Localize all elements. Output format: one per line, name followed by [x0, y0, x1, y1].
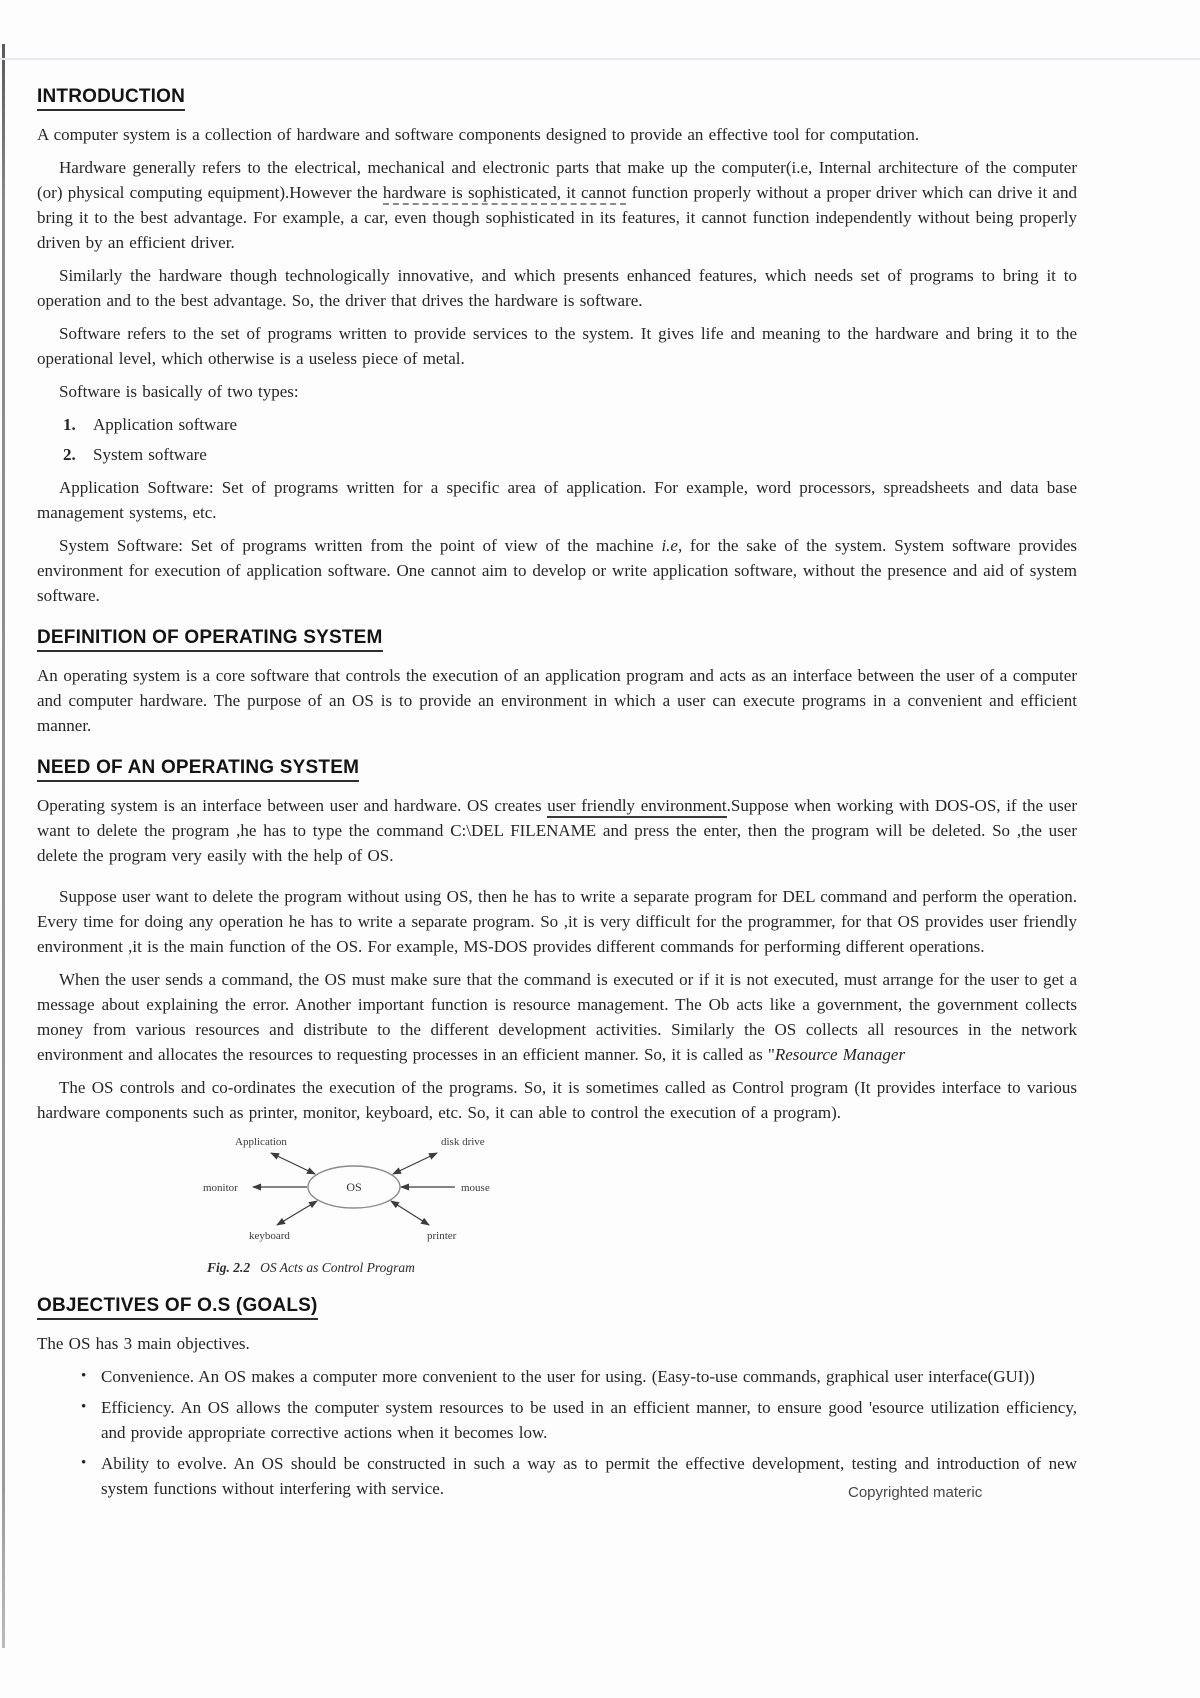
- bullet-text: Ability to evolve. An OS should be constructed in such a way as to permit the effective development, testing and introduction of new system functions without interfering with service.: [101, 1454, 1077, 1498]
- node-application: Application: [235, 1136, 287, 1148]
- paragraph: A computer system is a collection of hardware and software components designed to provide an effective tool for computation.: [37, 125, 920, 144]
- page-scan-edge: [2, 44, 5, 1648]
- paragraph: Application Software: Set of programs written for a specific area of application. For example, word processors, spreadsheets and data base management systems, etc.: [37, 478, 1077, 522]
- bullet-icon: [81, 1364, 101, 1389]
- list-item-label: Application software: [93, 415, 238, 434]
- arrow-printer: [391, 1201, 429, 1225]
- text-run: Hardware generally refers to the electrical, mechanical and electronic parts that make up the computer(i.e, Internal architecture of the computer (or) physical computing equipment).However the: [37, 158, 1077, 202]
- arrow-disk-drive: [393, 1153, 437, 1174]
- copyright-watermark: Copyrighted materic: [848, 1484, 983, 1501]
- figure-os-control-program: [189, 1133, 529, 1276]
- underlined-phrase: user friendly environment: [547, 796, 726, 818]
- list-item: [63, 412, 1077, 437]
- bullet-item: [81, 1395, 1077, 1445]
- paragraph: [37, 155, 1077, 255]
- paragraph: [37, 533, 1077, 608]
- list-item-number: 2.: [63, 445, 76, 464]
- paragraph: Software refers to the set of programs written to provide services to the system. It gives life and meaning to the hardware and bring it to the operational level, which otherwise is a useless piece of metal.: [37, 324, 1077, 368]
- heading-need: NEED OF AN OPERATING SYSTEM: [37, 757, 359, 782]
- figure-caption: [207, 1260, 529, 1276]
- text-run: System Software: Set of programs written from the point of view of the machine: [59, 536, 662, 555]
- paragraph: [37, 967, 1077, 1067]
- bullet-item: [81, 1364, 1077, 1389]
- page-content: [37, 86, 1077, 1507]
- text-run: Operating system is an interface between user and hardware. OS creates: [37, 796, 548, 815]
- heading-introduction: INTRODUCTION: [37, 86, 185, 111]
- os-label: OS: [346, 1180, 362, 1194]
- paragraph: An operating system is a core software that controls the execution of an application program and acts as an interface between the user of a computer and computer hardware. The purpose of an OS is to provide an environment in which a user can execute programs in a convenient and efficient manner.: [37, 666, 1077, 735]
- text-run: When the user sends a command, the OS must make sure that the command is executed or if it is not executed, must arrange for the user to get a message about explaining the error. Another important function is resource management. The Ob acts like a government, the government collects money from various resources and distribute to the different development activities. Similarly the OS collects all resources in the network environment and allocates the resources to requesting processes in an efficient manner. So, it is called as ": [37, 970, 1077, 1064]
- os-diagram: [189, 1133, 529, 1253]
- paragraph: Software is basically of two types:: [59, 382, 299, 401]
- page-top-rule: [0, 58, 1200, 60]
- section-definition: [37, 627, 1077, 738]
- node-printer: printer: [427, 1230, 457, 1242]
- software-types-list: [63, 412, 1077, 467]
- list-item: [63, 442, 1077, 467]
- arrow-keyboard: [277, 1201, 317, 1225]
- node-keyboard: keyboard: [249, 1230, 290, 1242]
- paragraph: Suppose user want to delete the program without using OS, then he has to write a separate program for DEL command and perform the operation. Every time for doing any operation he has to write a separate program. So ,it is very difficult for the programmer, for that OS provides user friendly environment ,it is the main function of the OS. For example, MS-DOS provides different commands for performing different operations.: [37, 887, 1077, 956]
- bullet-icon: [81, 1395, 101, 1445]
- paragraph: The OS controls and co-ordinates the execution of the programs. So, it is sometimes called as Control program (It provides interface to various hardware components such as printer, monitor, keyboard, etc. So, it can able to control the execution of a program).: [37, 1078, 1077, 1122]
- list-item-number: 1.: [63, 415, 76, 434]
- section-objectives: [37, 1295, 1077, 1501]
- list-item-label: System software: [93, 445, 207, 464]
- italic-phrase: i.e,: [661, 536, 683, 555]
- underlined-phrase: hardware is sophisticated, it cannot: [383, 183, 626, 205]
- text-run: function properly without a proper driver which can drive it and bring it to the best advantage. For example, a car, even though sophisticated in its features, it cannot function independently without being properly driven by an efficient driver.: [37, 183, 1077, 252]
- bullet-text: Convenience. An OS makes a computer more convenient to the user for using. (Easy-to-use commands, graphical user interface(GUI)): [101, 1367, 1035, 1386]
- arrow-application: [271, 1153, 315, 1174]
- node-mouse: mouse: [461, 1182, 490, 1194]
- heading-definition: DEFINITION OF OPERATING SYSTEM: [37, 627, 383, 652]
- paragraph: The OS has 3 main objectives.: [37, 1334, 250, 1353]
- paragraph: [37, 793, 1077, 868]
- figure-caption-text: OS Acts as Control Program: [260, 1260, 415, 1275]
- node-monitor: monitor: [203, 1182, 238, 1194]
- figure-caption-number: Fig. 2.2: [207, 1260, 251, 1275]
- bullet-icon: [81, 1451, 101, 1501]
- section-need: [37, 757, 1077, 1276]
- bullet-text: Efficiency. An OS allows the computer system resources to be used in an efficient manner, to ensure good 'esource utilization efficiency, and provide appropriate corrective actions when it becomes low.: [101, 1398, 1077, 1442]
- text-run: for the sake of the system. System software provides environment for execution of application software. One cannot aim to develop or write application software, without the presence and aid of system software.: [37, 536, 1077, 605]
- text-run: .Suppose when working with DOS-OS, if the user want to delete the program ,he has to type the command C:\DEL FILENAME and press the enter, then the program will be deleted. So ,the user delete the program very easily with the help of OS.: [37, 796, 1077, 865]
- paragraph: Similarly the hardware though technologically innovative, and which presents enhanced features, which needs set of programs to bring it to operation and to the best advantage. So, the driver that drives the hardware is software.: [37, 266, 1077, 310]
- italic-phrase: Resource Manager: [774, 1045, 906, 1064]
- heading-objectives: OBJECTIVES OF O.S (GOALS): [37, 1295, 318, 1320]
- node-disk-drive: disk drive: [441, 1136, 485, 1148]
- objectives-list: [81, 1364, 1077, 1501]
- section-introduction: [37, 86, 1077, 608]
